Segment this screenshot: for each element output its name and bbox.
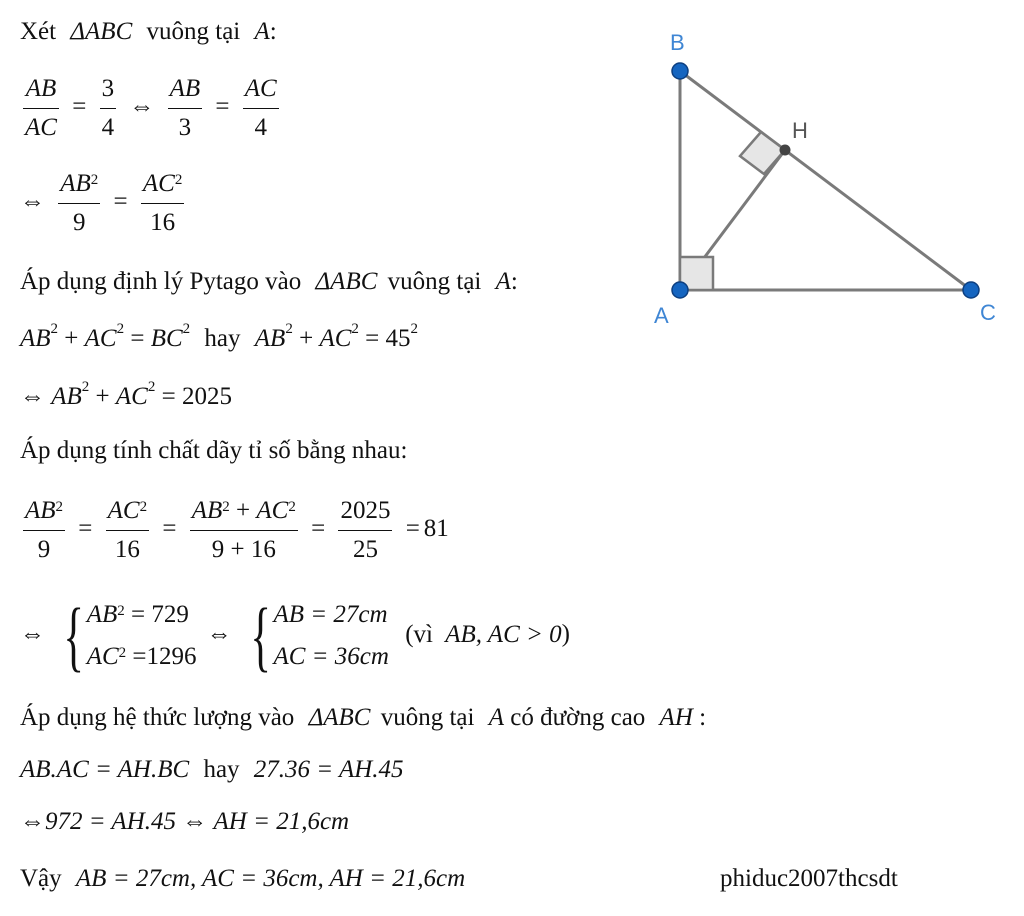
equation-squares: ⇔ $\frac{AB^2}{9}$ = $\frac{AC^2}{16}$ (20, 165, 187, 242)
frac-ab2-9: $\frac{AB^2}{9}$ (58, 165, 100, 242)
line-tinh-chat (20, 437, 407, 465)
line-conclusion (20, 865, 465, 893)
text-xet: Xét (20, 18, 57, 45)
text-vay: Vậy (20, 865, 62, 892)
point-h (780, 145, 791, 156)
equation-systems: ⇔ { $AB^2 = 729$ $AC^2 =1296$ ⇔ { AB = 27cm AC = 36cm (vì AB, AC > 0) (20, 592, 570, 679)
math-final: AB = 27cm, AC = 36cm, AH = 21,6cm (75, 865, 466, 892)
text-vi: (vì (405, 620, 433, 648)
text-he-thuc: Áp dụng hệ thức lượng vào (20, 704, 295, 731)
frac-ab-ac: $\frac{AB}{AC}$ (23, 70, 59, 147)
text-hay: hay (204, 325, 241, 352)
right-angle-h (740, 132, 785, 174)
segment-bc (680, 71, 971, 290)
author-signature: phiduc2007thcsdt (720, 865, 898, 892)
text-tinh-chat: Áp dụng tính chất dãy tỉ số bằng nhau: (20, 437, 408, 464)
math-a: A (254, 18, 270, 45)
text-vuong-tai: vuông tại (146, 18, 241, 45)
system-squares: { $AB^2 = 729$ $AC^2 =1296$ (63, 592, 197, 679)
line-xet: Xét ΔABC vuông tại A: (20, 18, 277, 45)
frac-ac2-16: $\frac{AC^2}{16}$ (141, 165, 184, 242)
text-co-duong-cao: có đường cao (510, 704, 646, 731)
frac-ac-4: $\frac{AC}{4}$ (243, 70, 279, 147)
equation-2025: ⇔ $AB^2 + AC^2 = 2025$ (20, 379, 232, 410)
text-ap-dung-pytago: Áp dụng định lý Pytago vào (20, 268, 302, 295)
math-triangle: ΔABC (70, 18, 133, 45)
label-a: A (654, 303, 669, 328)
triangle-figure (640, 20, 1010, 350)
equation-chain: $\frac{AB^2}{9}$ = $\frac{AC^2}{16}$ = $\frac{AB^2 + AC^2}{9 + 16}$ = $\frac{2025}{25}$ = 81 (20, 492, 449, 569)
point-c (963, 282, 979, 298)
line-he-thuc: Áp dụng hệ thức lượng vào ΔABC vuông tại A có đường cao AH : (20, 704, 707, 731)
equation-ratio: $\frac{AB}{AC}$ = $\frac{3}{4}$ ⇔ $\frac{AB}{3}$ = $\frac{AC}{4}$ (20, 70, 282, 147)
label-h: H (792, 118, 808, 143)
point-b (672, 63, 688, 79)
equation-ah: ⇔972 = AH.45 ⇔ AH = 21,6cm (20, 808, 350, 835)
system-lengths: { AB = 27cm AC = 36cm (250, 592, 389, 679)
frac-ab-3: $\frac{AB}{3}$ (168, 70, 203, 147)
equation-pytago: $AB^2 + AC^2 = BC^2$ hay $AB^2 + AC^2 = 45^2$ (20, 321, 418, 352)
label-c: C (980, 300, 996, 325)
point-a (672, 282, 688, 298)
label-b: B (670, 30, 685, 55)
equation-product: AB.AC = AH.BC hay 27.36 = AH.45 (20, 756, 404, 783)
frac-3-4: $\frac{3}{4}$ (100, 70, 117, 147)
line-pytago: Áp dụng định lý Pytago vào ΔABC vuông tại A: (20, 268, 518, 295)
